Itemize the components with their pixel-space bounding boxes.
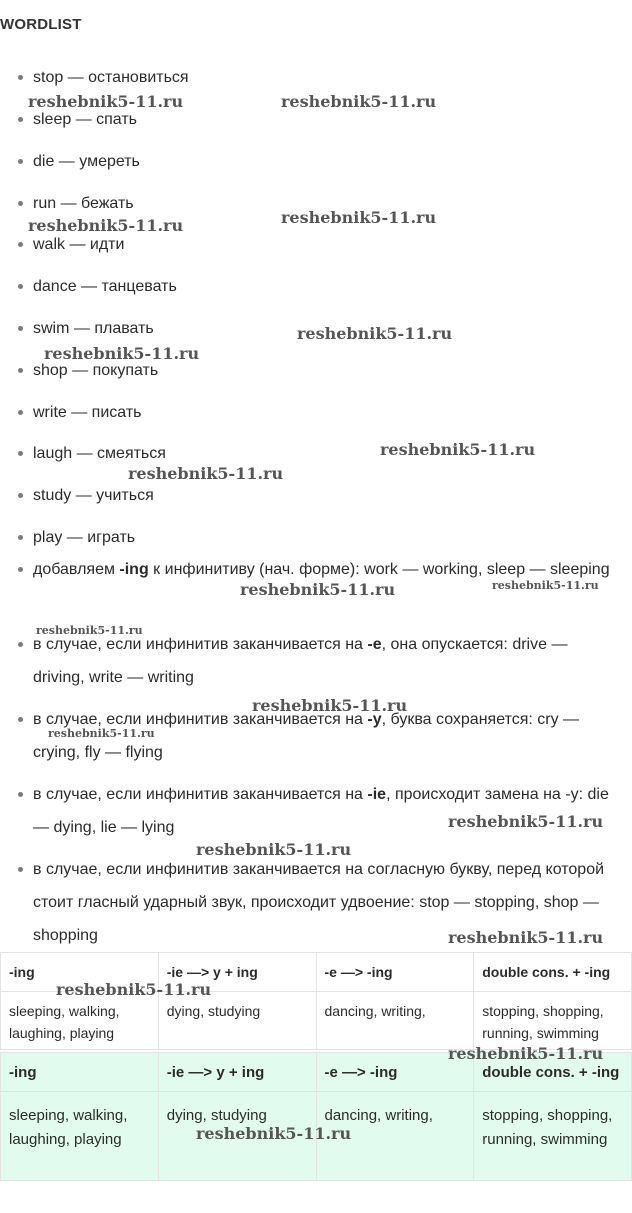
table-cell: dying, studying [158,992,316,1050]
word-item: sleep — спать [18,103,618,136]
watermark: reshebnik5-11.ru [36,624,143,637]
bullet-icon [18,867,23,872]
watermark: reshebnik5-11.ru [44,344,200,363]
ing-rules-table-highlighted [0,1052,632,1181]
bullet-icon [18,493,23,498]
watermark: reshebnik5-11.ru [281,208,437,227]
table-header-cell: -e —> -ing [316,1053,474,1092]
watermark: reshebnik5-11.ru [448,1044,604,1063]
table-cell: dancing, writing, [316,1092,474,1181]
bullet-icon [18,75,23,80]
bullet-icon [18,642,23,647]
word-item: walk — идти [18,228,618,261]
bullet-icon [18,326,23,331]
watermark: reshebnik5-11.ru [297,324,453,343]
watermark: reshebnik5-11.ru [28,92,184,111]
word-item: study — учиться [18,479,618,512]
table-cell: sleeping, walking, laughing, playing [1,1092,159,1181]
word-item: die — умереть [18,145,618,178]
word-item: play — играть [18,521,618,554]
word-item: dance — танцевать [18,270,618,303]
table-header-row [1,953,632,992]
table-row [1,1092,632,1181]
bullet-icon [18,284,23,289]
rule-item: в случае, если инфинитив заканчивается на -ie, происходит замена на -y: die — dying, lie — lying [18,778,618,844]
table-header-row [1,1053,632,1092]
table-header-cell: double cons. + -ing [474,1053,632,1092]
table-header-cell: -ing [1,1053,159,1092]
bullet-icon [18,159,23,164]
bullet-icon [18,451,23,456]
word-item: run — бежать [18,187,618,220]
table-header-cell: -ie —> y + ing [158,1053,316,1092]
watermark: reshebnik5-11.ru [196,840,352,859]
table-header-cell: -ing [1,953,159,992]
bullet-icon [18,717,23,722]
bullet-icon [18,368,23,373]
table-cell: dancing, writing, [316,992,474,1050]
watermark: reshebnik5-11.ru [252,696,408,715]
bullet-icon [18,242,23,247]
watermark: reshebnik5-11.ru [196,1124,352,1143]
bullet-icon [18,567,23,572]
word-item: stop — остановиться [18,61,618,94]
ing-rules-table [0,952,632,1050]
watermark: reshebnik5-11.ru [240,580,396,599]
table-header-cell: -e —> -ing [316,953,474,992]
watermark: reshebnik5-11.ru [28,216,184,235]
table-cell: sleeping, walking, laughing, playing [1,992,159,1050]
rule-item: в случае, если инфинитив заканчивается на -e, она опускается: drive — driving, write — writing [18,628,618,694]
watermark: reshebnik5-11.ru [56,980,212,999]
watermark: reshebnik5-11.ru [48,727,155,740]
bullet-icon [18,117,23,122]
bullet-icon [18,792,23,797]
table-cell: stopping, shopping, running, swimming [474,1092,632,1181]
word-item: swim — плавать [18,312,618,345]
table-header-cell: double cons. + -ing [474,953,632,992]
table-header-cell: -ie —> y + ing [158,953,316,992]
watermark: reshebnik5-11.ru [448,812,604,831]
watermark: reshebnik5-11.ru [281,92,437,111]
table-row [1,992,632,1050]
word-item: laugh — смеяться [18,437,618,470]
table-cell: dying, studying [158,1092,316,1181]
bullet-icon [18,201,23,206]
page-title: WORDLIST [0,16,82,33]
rule-item: в случае, если инфинитив заканчивается на -y, буква сохраняется: cry — crying, fly — flying [18,703,618,769]
table-cell: stopping, shopping, running, swimming [474,992,632,1050]
watermark: reshebnik5-11.ru [492,579,599,592]
word-item: write — писать [18,396,618,429]
rule-item: добавляем -ing к инфинитиву (нач. форме): work — working, sleep — sleeping [18,553,618,586]
bullet-icon [18,535,23,540]
word-item: shop — покупать [18,354,618,387]
watermark: reshebnik5-11.ru [128,464,284,483]
bullet-icon [18,410,23,415]
watermark: reshebnik5-11.ru [380,440,536,459]
watermark: reshebnik5-11.ru [448,928,604,947]
rule-item: в случае, если инфинитив заканчивается на согласную букву, перед которой стоит гласный ударный звук, происходит удвоение: stop — stopping, shop — shopping [18,853,618,952]
